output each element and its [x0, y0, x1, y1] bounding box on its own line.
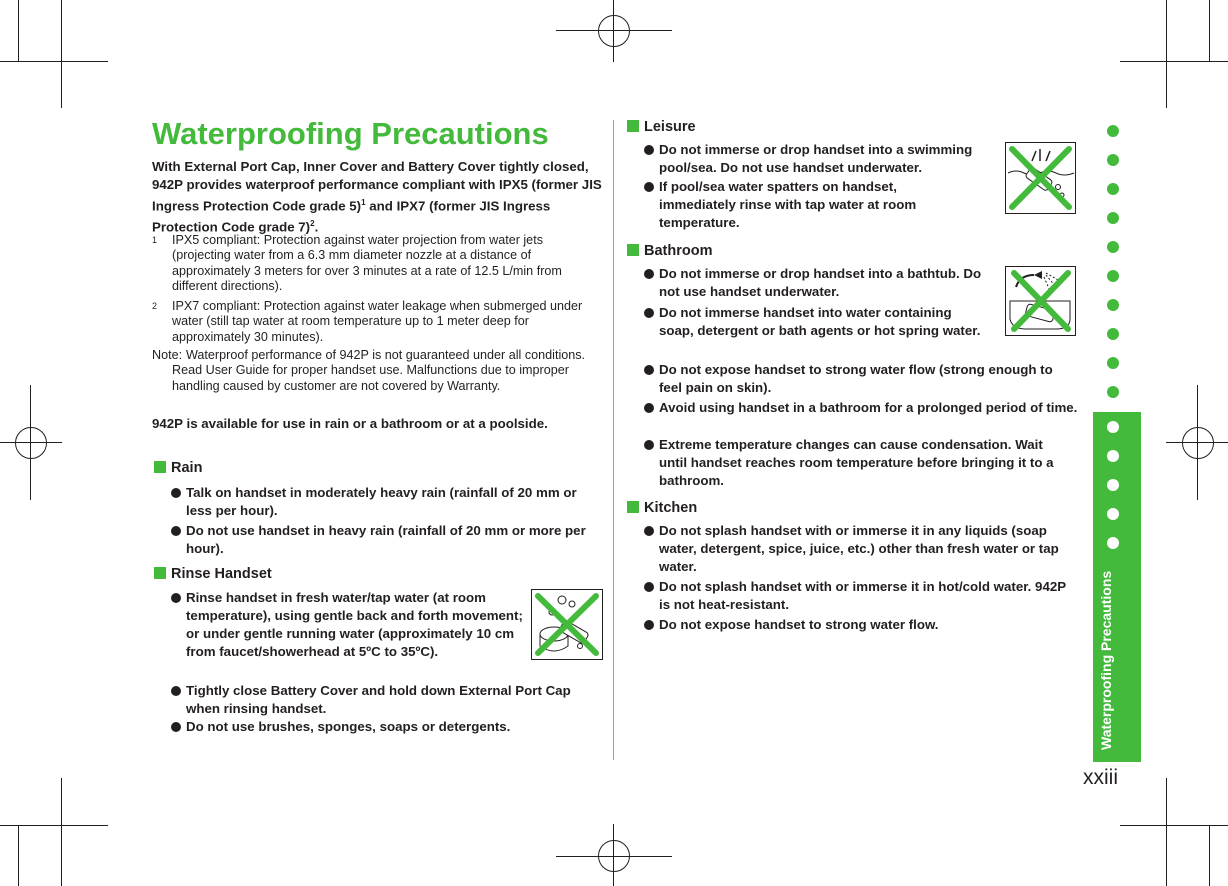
- tab-dot-icon: [1107, 357, 1119, 369]
- note-text: Waterproof performance of 942P is not guaranteed under all conditions. Read User Guide for proper handset use. Malfunctions due to improper handling caused by customer are not covered by Warranty.: [172, 348, 586, 393]
- tab-dot-icon: [1107, 328, 1119, 340]
- heading-label: Bathroom: [644, 243, 713, 259]
- green-square-icon: [627, 120, 639, 132]
- tab-dot-icon: [1107, 421, 1119, 433]
- list-item-text: Do not splash handset with or immerse it in any liquids (soap water, detergent, spice, juice, etc.) other than fresh water or tap water.: [659, 523, 1059, 574]
- list-item: [659, 616, 1079, 634]
- bullet-icon: [644, 403, 654, 413]
- list-item: [659, 178, 959, 232]
- intro-text: and IPX7 (former JIS Ingress Protection Code grade 7): [152, 198, 551, 235]
- list-item-text: Do not immerse or drop handset into a bathtub. Do not use handset underwater.: [659, 266, 982, 299]
- tab-dot-icon: [1107, 212, 1119, 224]
- bullet-icon: [644, 620, 654, 630]
- intro-paragraph: [152, 158, 607, 237]
- bullet-icon: [644, 308, 654, 318]
- list-item: [659, 141, 1004, 177]
- rinse-illustration: [531, 589, 603, 660]
- availability-text: 942P is available for use in rain or a bathroom or at a poolside.: [152, 416, 548, 431]
- crop-mark: [1166, 778, 1167, 886]
- tab-dot-icon: [1107, 183, 1119, 195]
- page-title: Waterproofing Precautions: [152, 116, 549, 151]
- crop-mark: [18, 826, 19, 886]
- list-item-text: Do not expose handset to strong water flow.: [659, 617, 939, 632]
- crop-mark: [61, 0, 62, 108]
- registration-circle: [598, 840, 630, 872]
- green-square-icon: [154, 461, 166, 473]
- tab-dot-icon: [1107, 125, 1119, 137]
- bathtub-illustration: [1005, 266, 1076, 336]
- list-item-text: Do not splash handset with or immerse it in hot/cold water. 942P is not heat-resistant.: [659, 579, 1066, 612]
- crop-mark: [18, 0, 19, 61]
- list-item-text: Rinse handset in fresh water/tap water (at room temperature), using gentle back and forth movement; or under gentle running water (approximately 10 cm from faucet/showerhead at 5ºC to 35ºC).: [186, 590, 523, 659]
- footnote-number: 1: [152, 235, 158, 245]
- list-item-text: Do not use handset in heavy rain (rainfall of 20 mm or more per hour).: [186, 523, 586, 556]
- list-item: [186, 522, 606, 558]
- green-square-icon: [627, 244, 639, 256]
- bullet-icon: [644, 526, 654, 536]
- footnote: [152, 299, 604, 345]
- bullet-icon: [171, 526, 181, 536]
- green-square-icon: [154, 567, 166, 579]
- green-square-icon: [627, 501, 639, 513]
- crop-mark: [1209, 826, 1210, 886]
- list-item: [659, 361, 1079, 397]
- registration-circle: [15, 427, 47, 459]
- list-item-text: Tightly close Battery Cover and hold down External Port Cap when rinsing handset.: [186, 683, 571, 716]
- bullet-icon: [644, 269, 654, 279]
- heading-label: Leisure: [644, 119, 696, 135]
- list-item: [186, 682, 606, 718]
- column-divider: [613, 120, 614, 760]
- bullet-icon: [644, 145, 654, 155]
- footnote: [152, 233, 604, 295]
- section-heading-rain: [154, 460, 202, 476]
- list-item-text: Extreme temperature changes can cause condensation. Wait until handset reaches room temperature before bringing it to a bathroom.: [659, 437, 1054, 488]
- note-label: Note:: [152, 348, 183, 362]
- footnote-text: IPX5 compliant: Protection against water projection from water jets (projecting water from a 6.3 mm diameter nozzle at a distance of approximately 3 meters for over 3 minutes at a rate of 12.5 L/min from different directions).: [172, 233, 562, 294]
- tab-dot-icon: [1107, 537, 1119, 549]
- crop-mark: [1120, 825, 1228, 826]
- list-item-text: Avoid using handset in a bathroom for a prolonged period of time.: [659, 400, 1078, 415]
- section-heading-kitchen: [627, 500, 697, 516]
- list-item-text: Do not expose handset to strong water flow (strong enough to feel pain on skin).: [659, 362, 1053, 395]
- footnote-text: IPX7 compliant: Protection against water leakage when submerged under water (still tap water at room temperature up to 1 meter deep for approximately 30 minutes).: [172, 299, 583, 344]
- list-item: [659, 304, 984, 340]
- tab-dot-icon: [1107, 299, 1119, 311]
- bullet-icon: [171, 686, 181, 696]
- bullet-icon: [644, 582, 654, 592]
- tab-dot-icon: [1107, 479, 1119, 491]
- registration-circle: [598, 15, 630, 47]
- registration-circle: [1182, 427, 1214, 459]
- pool-illustration: [1005, 142, 1076, 214]
- tab-dot-icon: [1107, 154, 1119, 166]
- list-item: [659, 522, 1079, 576]
- crop-mark: [1120, 61, 1228, 62]
- note: [152, 348, 604, 394]
- list-item: [659, 578, 1079, 614]
- section-heading-bathroom: [627, 243, 712, 259]
- crop-mark: [1166, 0, 1167, 108]
- list-item-text: Do not use brushes, sponges, soaps or detergents.: [186, 719, 511, 734]
- intro-text: .: [314, 219, 319, 235]
- bullet-icon: [644, 365, 654, 375]
- footnote-number: 2: [152, 301, 158, 311]
- list-item: [659, 436, 1074, 490]
- list-item-text: Talk on handset in moderately heavy rain (rainfall of 20 mm or less per hour).: [186, 485, 577, 518]
- bullet-icon: [644, 440, 654, 450]
- bullet-icon: [171, 488, 181, 498]
- list-item: [659, 265, 994, 301]
- list-item-text: Do not immerse handset into water containing soap, detergent or bath agents or hot spring water.: [659, 305, 981, 338]
- chapter-tab-label: Waterproofing Precautions: [1098, 570, 1114, 750]
- bullet-icon: [171, 722, 181, 732]
- list-item: [186, 718, 606, 736]
- footnote-ref: 2: [310, 219, 315, 229]
- crop-mark: [0, 825, 108, 826]
- section-heading-rinse: [154, 566, 272, 582]
- section-heading-leisure: [627, 119, 696, 135]
- crop-mark: [1209, 0, 1210, 61]
- intro-text: With External Port Cap, Inner Cover and Battery Cover tightly closed, 942P provides waterproof performance compliant with IPX5 (former JIS Ingress Protection Code grade 5): [152, 159, 602, 214]
- heading-label: Rain: [171, 460, 203, 476]
- tab-dot-icon: [1107, 508, 1119, 520]
- bullet-icon: [171, 593, 181, 603]
- tab-dot-icon: [1107, 386, 1119, 398]
- list-item: [186, 589, 526, 661]
- tab-dot-icon: [1107, 270, 1119, 282]
- tab-dot-icon: [1107, 450, 1119, 462]
- crop-mark: [0, 61, 108, 62]
- heading-label: Rinse Handset: [171, 566, 272, 582]
- crop-mark: [61, 778, 62, 886]
- list-item-text: Do not immerse or drop handset into a swimming pool/sea. Do not use handset underwater.: [659, 142, 973, 175]
- page-number: xxiii: [1083, 766, 1118, 789]
- list-item-text: If pool/sea water spatters on handset, immediately rinse with tap water at room temperature.: [659, 179, 917, 230]
- bullet-icon: [644, 182, 654, 192]
- list-item: [186, 484, 606, 520]
- tab-dot-icon: [1107, 241, 1119, 253]
- heading-label: Kitchen: [644, 500, 698, 516]
- list-item: [659, 399, 1079, 417]
- footnote-ref: 1: [361, 198, 366, 207]
